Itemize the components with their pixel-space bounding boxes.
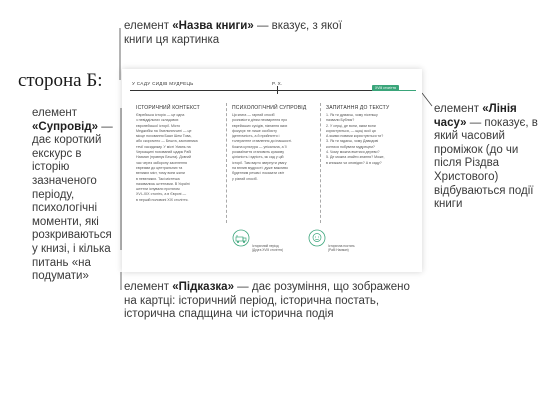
- column-heading-psychology: ПСИХОЛОГІЧНИЙ СУПРОВІД: [232, 105, 307, 111]
- book-title: У САДУ СИДІВ МУДРЕЦЬ: [132, 81, 194, 86]
- annotation-text: — дає розуміння, що зображено на картці: історичний період, історична постать, історична спадщина чи історична подія: [124, 281, 410, 321]
- annotation-prefix: елемент: [124, 20, 173, 32]
- timeline-mark: [277, 86, 278, 94]
- annotation-element-name: «Підказка»: [172, 281, 234, 293]
- hint-historical-period-icon: [232, 229, 250, 252]
- annotation-element-name: «Лінія часу»: [434, 103, 517, 129]
- annotation-text: — вказує, з якої книги ця картинка: [124, 20, 342, 46]
- column-text-psychology: Ця книга — гарний спосіб розповісти дітям несварення про єврейських сусідів, пізнання яких фокусує не лише особисту ідентичність, а й прийняття і толерантне ставлення до інакшості. Кожна культура — унікальна, а її розмаїнаття становить красиву цілісність і єдність, як сад у цій історії. Там варто звернути увагу на вплив мудрості: дуже важливо буденним речам і показати світ у різний спосіб.: [232, 113, 293, 181]
- timeline-badge: XVIII століття: [372, 85, 399, 91]
- timeline-mark-label: Р. Х.: [272, 81, 283, 86]
- column-divider: [320, 103, 321, 223]
- annotation-element-name: «Назва книги»: [172, 20, 254, 32]
- column-text-questions: 1. Як ти думаєш, чому пісеньку назвали Бублик? 2. У серці, де вони, яким вони користуються, — щоці якої ця А якими новими користуються ти? 3. Як ти гадаєш, чому Давидові коптися побувати мудрецем? 4. Чому можна вчитися дерево? 5. Де можна знайти знання? Може, в книжках чи оповідях? А в саду?: [326, 113, 385, 165]
- hint-historical-figure-icon: [308, 229, 326, 252]
- column-divider: [226, 103, 227, 223]
- column-heading-questions: ЗАПИТАННЯ ДО ТЕКСТУ: [326, 105, 390, 111]
- timeline-line-accent: [372, 90, 416, 91]
- leader-timeline: [422, 93, 432, 106]
- annotation-prefix: елемент: [32, 107, 78, 119]
- annotation-text: — показує, в який часовий проміжок (до чи після Різдва Христового) відбуваються події книги: [434, 116, 538, 211]
- card-side-b: [122, 69, 422, 272]
- hint-historical-figure-caption: Історична постать (Рабі Нахман): [328, 244, 355, 252]
- column-heading-history: ІСТОРИЧНИЙ КОНТЕКСТ: [136, 105, 200, 111]
- annotation-prefix: елемент: [434, 103, 483, 115]
- timeline-line: [130, 90, 372, 91]
- annotation-element-name: «Супровід»: [32, 120, 99, 133]
- annotation-prefix: елемент: [124, 281, 173, 293]
- hint-historical-period-caption: Історичний період (Друга XVIII століття): [252, 244, 284, 252]
- side-label: сторона Б:: [18, 70, 103, 91]
- annotation-text: — дає короткий екскурс в історію зазначеного періоду, психологічні моменти, які розкриваються у книзі, і кілька питань «на подумати»: [32, 120, 113, 283]
- column-text-history: Єврейська історія — це одна з невіддільних складових європейської історії. Місто Меджибіж на Хмельниччині — це місце поховання Баал Шем Това, або скорочено — Бешта, засновника течії хасидизму. У місті Умань на Черкащині похований цадик Рабі Нахман (правнук Бешта). Довгий час через заборону заселення євреями до центральних та великих міст, тому вони жили в невеликих. Такі містечка називались штетлами. В Україні штетли існували протягом XVI–XIX століть, а в Європі — в першій половині XIX століття.: [136, 113, 198, 202]
